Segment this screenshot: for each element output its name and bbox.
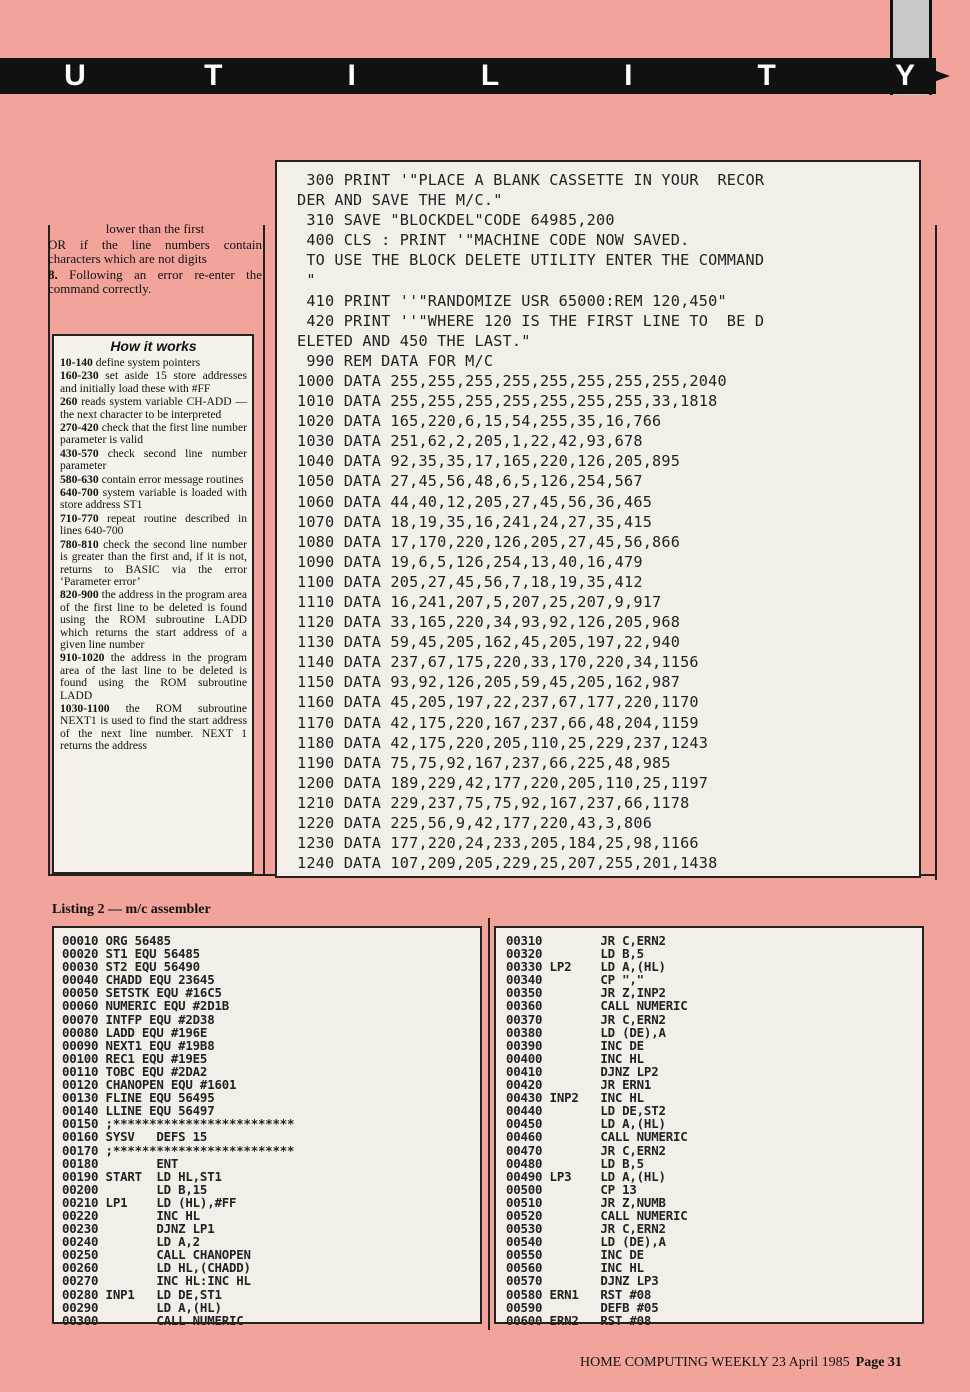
page-footer xyxy=(580,1355,902,1371)
instruction-step-8 xyxy=(48,268,262,296)
asm-line: 00330 LP2 LD A,(HL) xyxy=(506,959,666,975)
code-line: 990 REM DATA FOR M/C xyxy=(297,351,494,370)
line-range: 710-770 xyxy=(60,511,99,525)
banner-letter: Y xyxy=(894,59,915,92)
how-item xyxy=(60,357,247,369)
asm-line: 00590 DEFB #05 xyxy=(506,1299,659,1315)
how-it-works-title: How it works xyxy=(110,338,197,354)
column-rule xyxy=(48,225,50,875)
code-line: 1140 DATA 237,67,175,220,33,170,220,34,1156 xyxy=(297,653,699,672)
asm-line: 00190 START LD HL,ST1 xyxy=(62,1168,222,1184)
code-line: DER AND SAVE THE M/C." xyxy=(297,191,503,210)
how-text: contain error message routines xyxy=(101,472,244,486)
code-line: 1230 DATA 177,220,24,233,205,184,25,98,1166 xyxy=(297,834,699,853)
code-line: 1170 DATA 42,175,220,167,237,66,48,204,1159 xyxy=(297,713,699,732)
line-range: 780-810 xyxy=(60,537,99,551)
asm-line: 00150 ;************************* xyxy=(62,1116,295,1132)
how-text: check that the first line number parameter is valid xyxy=(60,421,247,447)
instruction-text: lower than the first xyxy=(105,221,205,236)
asm-line: 00260 LD HL,(CHADD) xyxy=(62,1260,251,1276)
assembler-listing-left xyxy=(52,926,482,1328)
code-line: 1200 DATA 189,229,42,177,220,205,110,25,1197 xyxy=(297,773,709,792)
asm-line: 00210 LP1 LD (HL),#FF xyxy=(62,1194,237,1210)
code-line: 1130 DATA 59,45,205,162,45,205,197,22,940 xyxy=(297,633,681,652)
step-text: Following an error re-enter the command correctly. xyxy=(48,267,263,296)
asm-line: 00300 CALL NUMERIC xyxy=(62,1312,244,1328)
code-line: 1220 DATA 225,56,9,42,177,220,43,3,806 xyxy=(297,814,653,832)
asm-line: 00040 CHADD EQU 23645 xyxy=(62,972,215,988)
asm-line: 00360 CALL NUMERIC xyxy=(506,998,688,1014)
asm-line: 00090 NEXT1 EQU #19B8 xyxy=(62,1037,215,1053)
asm-line: 00380 LD (DE),A xyxy=(506,1024,666,1040)
asm-line: 00230 DJNZ LP1 xyxy=(62,1221,215,1237)
asm-line: 00110 TOBC EQU #2DA2 xyxy=(62,1063,208,1079)
column-rule xyxy=(488,918,490,1330)
asm-line: 00020 ST1 EQU 56485 xyxy=(62,946,200,962)
asm-line: 00320 LD B,5 xyxy=(506,946,644,962)
code-line: 1070 DATA 18,19,35,16,241,24,27,35,415 xyxy=(297,512,653,531)
code-line: ELETED AND 450 THE LAST." xyxy=(297,331,531,350)
banner-letter: T xyxy=(757,59,776,92)
how-item xyxy=(60,370,247,395)
how-item xyxy=(60,589,247,651)
how-item xyxy=(60,487,247,512)
asm-line: 00220 INC HL xyxy=(62,1207,200,1223)
footer-page-number: Page 31 xyxy=(855,1355,902,1370)
asm-line: 00410 DJNZ LP2 xyxy=(506,1063,659,1079)
line-range: 10-140 xyxy=(60,356,93,369)
banner-letter: U xyxy=(64,59,86,92)
how-text: the ROM subroutine NEXT1 is used to find the start address of the next line number. NEXT 1 returns the address xyxy=(60,701,247,753)
code-line: 1160 DATA 45,205,197,22,237,67,177,220,1170 xyxy=(297,693,699,712)
code-line: 1100 DATA 205,27,45,56,7,18,19,35,412 xyxy=(297,572,643,591)
step-number: 8. xyxy=(48,267,58,282)
how-text: the address in the program area of the last line to be deleted is found using the ROM subroutine LADD xyxy=(60,651,247,702)
basic-listing xyxy=(275,160,921,878)
line-range: 270-420 xyxy=(60,421,99,435)
how-text: set aside 15 store addresses and initially load these with #FF xyxy=(60,369,247,395)
how-text: repeat routine described in lines 640-700 xyxy=(60,511,247,538)
how-it-works-box xyxy=(52,334,254,874)
code-line: 1150 DATA 93,92,126,205,59,45,205,162,987 xyxy=(297,673,681,692)
line-range: 580-630 xyxy=(60,472,99,486)
asm-line: 00460 CALL NUMERIC xyxy=(506,1129,688,1145)
line-range: 820-900 xyxy=(60,588,99,602)
banner-letter: L xyxy=(480,59,500,92)
code-line: 1030 DATA 251,62,2,205,1,22,42,93,678 xyxy=(297,432,643,451)
banner-letter: T xyxy=(204,59,223,92)
asm-line: 00420 JR ERN1 xyxy=(506,1077,652,1093)
asm-line: 00480 LD B,5 xyxy=(506,1155,644,1171)
asm-line: 00430 INP2 INC HL xyxy=(506,1090,644,1106)
asm-line: 00550 INC DE xyxy=(506,1247,644,1263)
code-line: 1010 DATA 255,255,255,255,255,255,255,33,1818 xyxy=(297,392,718,411)
asm-line: 00200 LD B,15 xyxy=(62,1181,208,1197)
asm-line: 00530 JR C,ERN2 xyxy=(506,1221,666,1237)
asm-line: 00070 INTFP EQU #2D38 xyxy=(62,1011,215,1027)
code-line: 1110 DATA 16,241,207,5,207,25,207,9,917 xyxy=(297,592,662,611)
how-item xyxy=(60,422,247,447)
code-line: 1120 DATA 33,165,220,34,93,92,126,205,968 xyxy=(297,613,681,632)
line-range: 160-230 xyxy=(60,369,99,383)
asm-line: 00290 LD A,(HL) xyxy=(62,1299,222,1315)
code-line: 410 PRINT ''"RANDOMIZE USR 65000:REM 120,450" xyxy=(297,291,727,310)
asm-line: 00270 INC HL:INC HL xyxy=(62,1273,251,1289)
asm-line: 00120 CHANOPEN EQU #1601 xyxy=(62,1077,237,1093)
code-line: 1090 DATA 19,6,5,126,254,13,40,16,479 xyxy=(297,552,643,571)
asm-line: 00500 CP 13 xyxy=(506,1181,637,1197)
asm-line: 00100 REC1 EQU #19E5 xyxy=(62,1050,208,1066)
code-line: TO USE THE BLOCK DELETE UTILITY ENTER THE COMMAND xyxy=(297,251,765,270)
asm-line: 00140 LLINE EQU 56497 xyxy=(62,1103,215,1119)
banner-letter: I xyxy=(347,59,356,92)
banner-title xyxy=(40,58,940,94)
asm-line: 00010 ORG 56485 xyxy=(62,933,171,948)
how-item xyxy=(60,703,247,753)
asm-line: 00130 FLINE EQU 56495 xyxy=(62,1090,215,1106)
asm-line: 00180 ENT xyxy=(62,1155,179,1171)
asm-line: 00510 JR Z,NUMB xyxy=(506,1194,666,1210)
line-range: 1030-1100 xyxy=(60,701,110,715)
code-line: 420 PRINT ''"WHERE 120 IS THE FIRST LINE TO BE D xyxy=(297,311,765,330)
how-item xyxy=(60,652,247,702)
asm-line: 00030 ST2 EQU 56490 xyxy=(62,959,200,975)
instruction-text: OR if the line numbers contain characters which are not digits xyxy=(48,237,262,266)
banner-letter: I xyxy=(624,59,633,92)
column-rule xyxy=(935,225,937,880)
footer-publication: HOME COMPUTING WEEKLY 23 April 1985 xyxy=(580,1355,850,1370)
asm-line: 00600 ERN2 RST #08 xyxy=(506,1312,652,1328)
side-instructions xyxy=(48,222,262,298)
asm-line: 00440 LD DE,ST2 xyxy=(506,1103,666,1119)
asm-line: 00450 LD A,(HL) xyxy=(506,1116,666,1132)
how-item xyxy=(60,396,247,421)
column-rule xyxy=(263,225,265,875)
asm-line: 00490 LP3 LD A,(HL) xyxy=(506,1168,666,1184)
line-range: 260 xyxy=(60,395,78,409)
asm-line: 00390 INC DE xyxy=(506,1037,644,1053)
asm-line: 00580 ERN1 RST #08 xyxy=(506,1286,652,1302)
code-line: 300 PRINT '"PLACE A BLANK CASSETTE IN YOUR RECOR xyxy=(297,171,765,189)
asm-line: 00050 SETSTK EQU #16C5 xyxy=(62,985,222,1001)
line-range: 640-700 xyxy=(60,486,99,500)
asm-line: 00170 ;************************* xyxy=(62,1142,295,1158)
how-text: the address in the program area of the first line to be deleted is found using the ROM subroutine LADD which returns the start address of a given line number xyxy=(60,588,247,651)
asm-line: 00570 DJNZ LP3 xyxy=(506,1273,659,1289)
asm-line: 00350 JR Z,INP2 xyxy=(506,985,666,1001)
asm-line: 00310 JR C,ERN2 xyxy=(506,933,666,948)
asm-line: 00400 INC HL xyxy=(506,1050,644,1066)
asm-line: 00160 SYSV DEFS 15 xyxy=(62,1129,208,1145)
line-range: 430-570 xyxy=(60,446,99,460)
code-line: 1000 DATA 255,255,255,255,255,255,255,255,2040 xyxy=(297,371,727,390)
how-text: system variable is loaded with store address ST1 xyxy=(60,486,247,512)
asm-line: 00520 CALL NUMERIC xyxy=(506,1207,688,1223)
code-line: 1190 DATA 75,75,92,167,237,66,225,48,985 xyxy=(297,753,671,772)
how-item xyxy=(60,513,247,538)
how-item xyxy=(60,539,247,589)
line-range: 910-1020 xyxy=(60,651,105,665)
asm-line: 00060 NUMERIC EQU #2D1B xyxy=(62,998,229,1014)
code-line: 310 SAVE "BLOCKDEL"CODE 64985,200 xyxy=(297,211,615,230)
how-text: check second line number parameter xyxy=(60,446,247,473)
asm-line: 00540 LD (DE),A xyxy=(506,1234,666,1250)
asm-line: 00250 CALL CHANOPEN xyxy=(62,1247,251,1263)
code-line: " xyxy=(297,271,316,290)
asm-line: 00560 INC HL xyxy=(506,1260,644,1276)
asm-line: 00080 LADD EQU #196E xyxy=(62,1024,208,1040)
code-line: 1060 DATA 44,40,12,205,27,45,56,36,465 xyxy=(297,492,653,511)
code-line: 1020 DATA 165,220,6,15,54,255,35,16,766 xyxy=(297,412,662,431)
assembler-listing-right xyxy=(494,926,924,1328)
how-item xyxy=(60,448,247,473)
code-line: 400 CLS : PRINT '"MACHINE CODE NOW SAVED. xyxy=(297,231,690,250)
asm-line: 00370 JR C,ERN2 xyxy=(506,1011,666,1027)
asm-line: 00470 JR C,ERN2 xyxy=(506,1142,666,1158)
asm-line: 00340 CP "," xyxy=(506,972,644,988)
how-text: reads system variable CH-ADD — the next character to be interpreted xyxy=(60,395,247,421)
how-text: define system pointers xyxy=(95,356,201,369)
asm-line: 00280 INP1 LD DE,ST1 xyxy=(62,1286,222,1302)
how-item xyxy=(60,474,247,486)
code-line: 1210 DATA 229,237,75,75,92,167,237,66,1178 xyxy=(297,793,690,812)
listing-caption: Listing 2 — m/c assembler xyxy=(52,902,211,917)
code-line: 1040 DATA 92,35,35,17,165,220,126,205,895 xyxy=(297,452,681,471)
asm-line: 00240 LD A,2 xyxy=(62,1234,200,1250)
code-line: 1240 DATA 107,209,205,229,25,207,255,201,1438 xyxy=(297,854,718,873)
code-line: 1050 DATA 27,45,56,48,6,5,126,254,567 xyxy=(297,472,643,491)
how-text: check the second line number is greater than the first and, if it is not, returns to BASIC via the error ‘Parameter error’ xyxy=(60,537,247,588)
code-line: 1180 DATA 42,175,220,205,110,25,229,237,1243 xyxy=(297,733,709,752)
code-line: 1080 DATA 17,170,220,126,205,27,45,56,866 xyxy=(297,532,681,551)
